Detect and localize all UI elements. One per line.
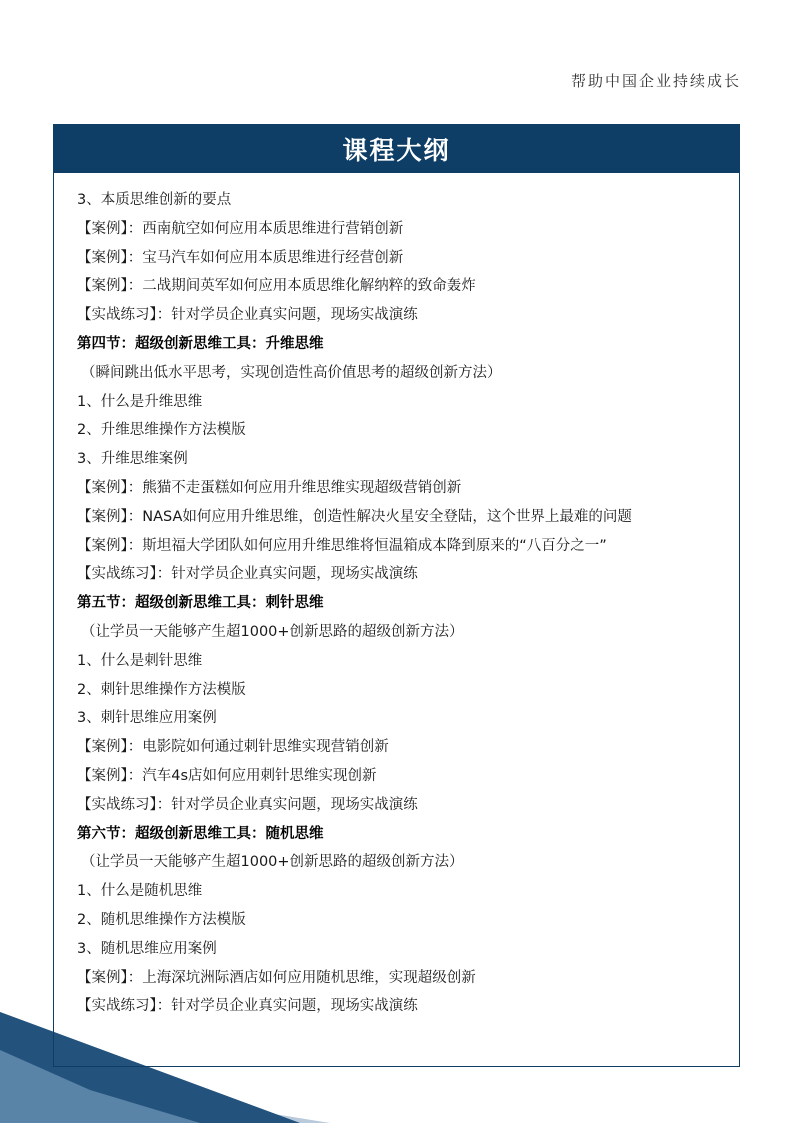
outline-item: 3、升维思维案例 — [77, 451, 188, 468]
case-item: 【案例】：西南航空如何应用本质思维进行营销创新 — [77, 220, 404, 237]
practice-item: 【实战练习】：针对学员企业真实问题，现场实战演练 — [77, 566, 418, 583]
outline-item: 2、随机思维操作方法模版 — [77, 911, 246, 928]
header-slogan: 帮助中国企业持续成长 — [570, 72, 741, 90]
outline-item: 1、什么是升维思维 — [77, 393, 203, 410]
outline-item: 3、刺针思维应用案例 — [77, 710, 217, 727]
case-item: 【案例】：熊猫不走蛋糕如何应用升维思维实现超级营销创新 — [77, 479, 462, 496]
outline-item: 2、升维思维操作方法模版 — [77, 422, 246, 439]
outline-item: 3、本质思维创新的要点 — [77, 192, 232, 208]
practice-item: 【实战练习】：针对学员企业真实问题，现场实战演练 — [77, 796, 418, 813]
section-heading: 第五节：超级创新思维工具：刺针思维 — [77, 595, 324, 612]
section-heading: 第六节：超级创新思维工具：随机思维 — [77, 825, 324, 842]
practice-item: 【实战练习】：针对学员企业真实问题，现场实战演练 — [77, 307, 418, 324]
practice-item: 【实战练习】：针对学员企业真实问题，现场实战演练 — [77, 998, 418, 1015]
course-outline-panel — [53, 124, 740, 1067]
outline-item: 2、刺针思维操作方法模版 — [77, 681, 246, 698]
outline-list — [54, 173, 739, 1021]
section-note: （瞬间跳出低水平思考，实现创造性高价值思考的超级创新方法） — [81, 364, 502, 381]
case-item: 【案例】：上海深坑洲际酒店如何应用随机思维，实现超级创新 — [77, 969, 476, 986]
case-item: 【案例】：电影院如何通过刺针思维实现营销创新 — [77, 739, 389, 756]
outline-title: 课程大纲 — [54, 125, 739, 173]
case-item: 【案例】：宝马汽车如何应用本质思维进行经营创新 — [77, 249, 404, 266]
section-heading: 第四节：超级创新思维工具：升维思维 — [77, 335, 324, 352]
case-item: 【案例】：汽车4s店如何应用刺针思维实现创新 — [77, 767, 377, 784]
case-item: 【案例】：斯坦福大学团队如何应用升维思维将恒温箱成本降到原来的“八百分之一” — [77, 537, 607, 554]
outline-item: 1、什么是随机思维 — [77, 883, 203, 900]
case-item: 【案例】：NASA如何应用升维思维，创造性解决火星安全登陆，这个世界上最难的问题 — [77, 508, 632, 525]
outline-item: 3、随机思维应用案例 — [77, 940, 217, 957]
outline-item: 1、什么是刺针思维 — [77, 652, 203, 669]
case-item: 【案例】：二战期间英军如何应用本质思维化解纳粹的致命轰炸 — [77, 278, 476, 295]
section-note: （让学员一天能够产生超1000+创新思路的超级创新方法） — [81, 854, 464, 871]
section-note: （让学员一天能够产生超1000+创新思路的超级创新方法） — [81, 623, 464, 640]
